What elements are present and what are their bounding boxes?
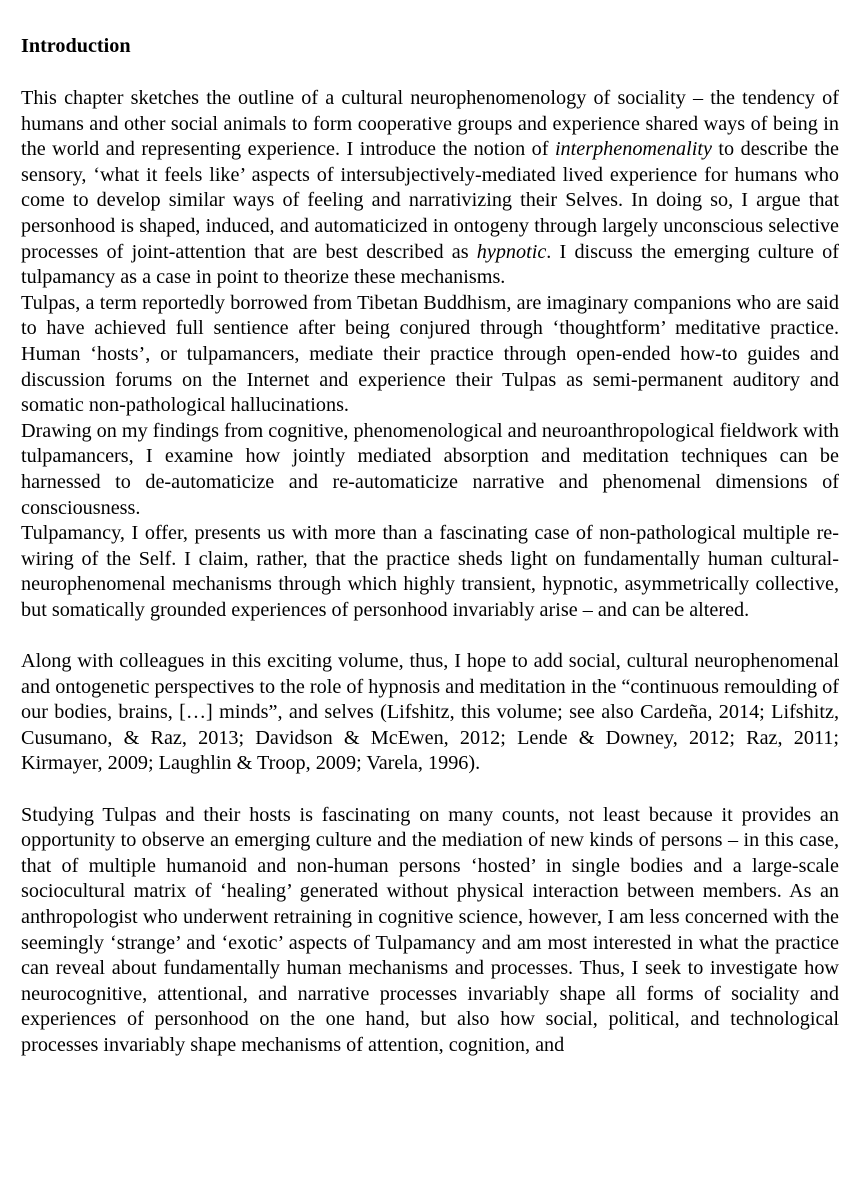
- paragraph-intro-part-3: . I discuss the emerging culture of tulpamancy as a case in point to theorize these mechanisms.: [21, 240, 839, 289]
- paragraph-intro: [21, 86, 839, 291]
- paragraph-intro-part-1: This chapter sketches the outline of a cultural neurophenomenology of sociality – the tendency of humans and other social animals to form cooperative groups and experience shared ways of being in the world and representing experience. I introduce the notion of: [21, 87, 839, 161]
- section-heading: Introduction: [21, 35, 131, 57]
- paragraph-tulpas: Tulpas, a term reportedly borrowed from Tibetan Buddhism, are imaginary companions who are said to have achieved full sentience after being conjured through ‘thoughtform’ meditative practice. Human ‘hosts’, or tulpamancers, mediate their practice through open-ended how-to guides and discussion forums on the Internet and experience their Tulpas as semi-permanent auditory and somatic non-pathological hallucinations.: [21, 291, 839, 417]
- paragraph-intro-part-2: to describe the sensory, ‘what it feels like’ aspects of intersubjectively-mediated lived experience for humans who come to develop similar ways of feeling and narrativizing their Selves. In doing so, I argue that personhood is shaped, induced, and automaticized in ontogeny through largely unconscious selective processes of joint-attention that are best described as: [21, 138, 839, 263]
- term-interphenomenality: interphenomenality: [554, 138, 712, 161]
- document-page: [21, 34, 839, 1059]
- spacer: [21, 60, 839, 86]
- paragraph-volume-context: Along with colleagues in this exciting volume, thus, I hope to add social, cultural neurophenomenal and ontogenetic perspectives to the role of hypnosis and meditation in the “continuous remoulding of our bodies, brains, […] minds”, and selves (Lifshitz, this volume; see also Cardeña, 2014; Lifshitz, Cusumano, & Raz, 2013; Davidson & McEwen, 2012; Lende & Downey, 2012; Raz, 2011; Kirmayer, 2009; Laughlin & Troop, 2009; Varela, 1996).: [21, 650, 839, 775]
- term-hypnotic: hypnotic: [476, 240, 547, 263]
- paragraph-studying-tulpas: Studying Tulpas and their hosts is fascinating on many counts, not least because it provides an opportunity to observe an emerging culture and the mediation of new kinds of persons – in this case, that of multiple humanoid and non-human persons ‘hosted’ in single bodies and a large-scale sociocultural matrix of ‘healing’ generated without physical interaction between members. As an anthropologist who underwent retraining in cognitive science, however, I am less concerned with the seemingly ‘strange’ and ‘exotic’ aspects of Tulpamancy and am most interested in what the practice can reveal about fundamentally human mechanisms and processes. Thus, I seek to investigate how neurocognitive, attentional, and narrative processes invariably shape all forms of sociality and experiences of personhood on the one hand, but also how social, political, and technological processes invariably shape mechanisms of attention, cognition, and: [21, 803, 839, 1056]
- paragraph-tulpamancy-claim: Tulpamancy, I offer, presents us with more than a fascinating case of non-pathological multiple re-wiring of the Self. I claim, rather, that the practice sheds light on fundamentally human cultural-neurophenomenal mechanisms through which highly transient, hypnotic, asymmetrically collective, but somatically grounded experiences of personhood invariably arise – and can be altered.: [21, 522, 839, 621]
- paragraph-fieldwork: Drawing on my findings from cognitive, phenomenological and neuroanthropological fieldwork with tulpamancers, I examine how jointly mediated absorption and meditation techniques can be harnessed to de-automaticize and re-automaticize narrative and phenomenal dimensions of consciousness.: [21, 419, 839, 519]
